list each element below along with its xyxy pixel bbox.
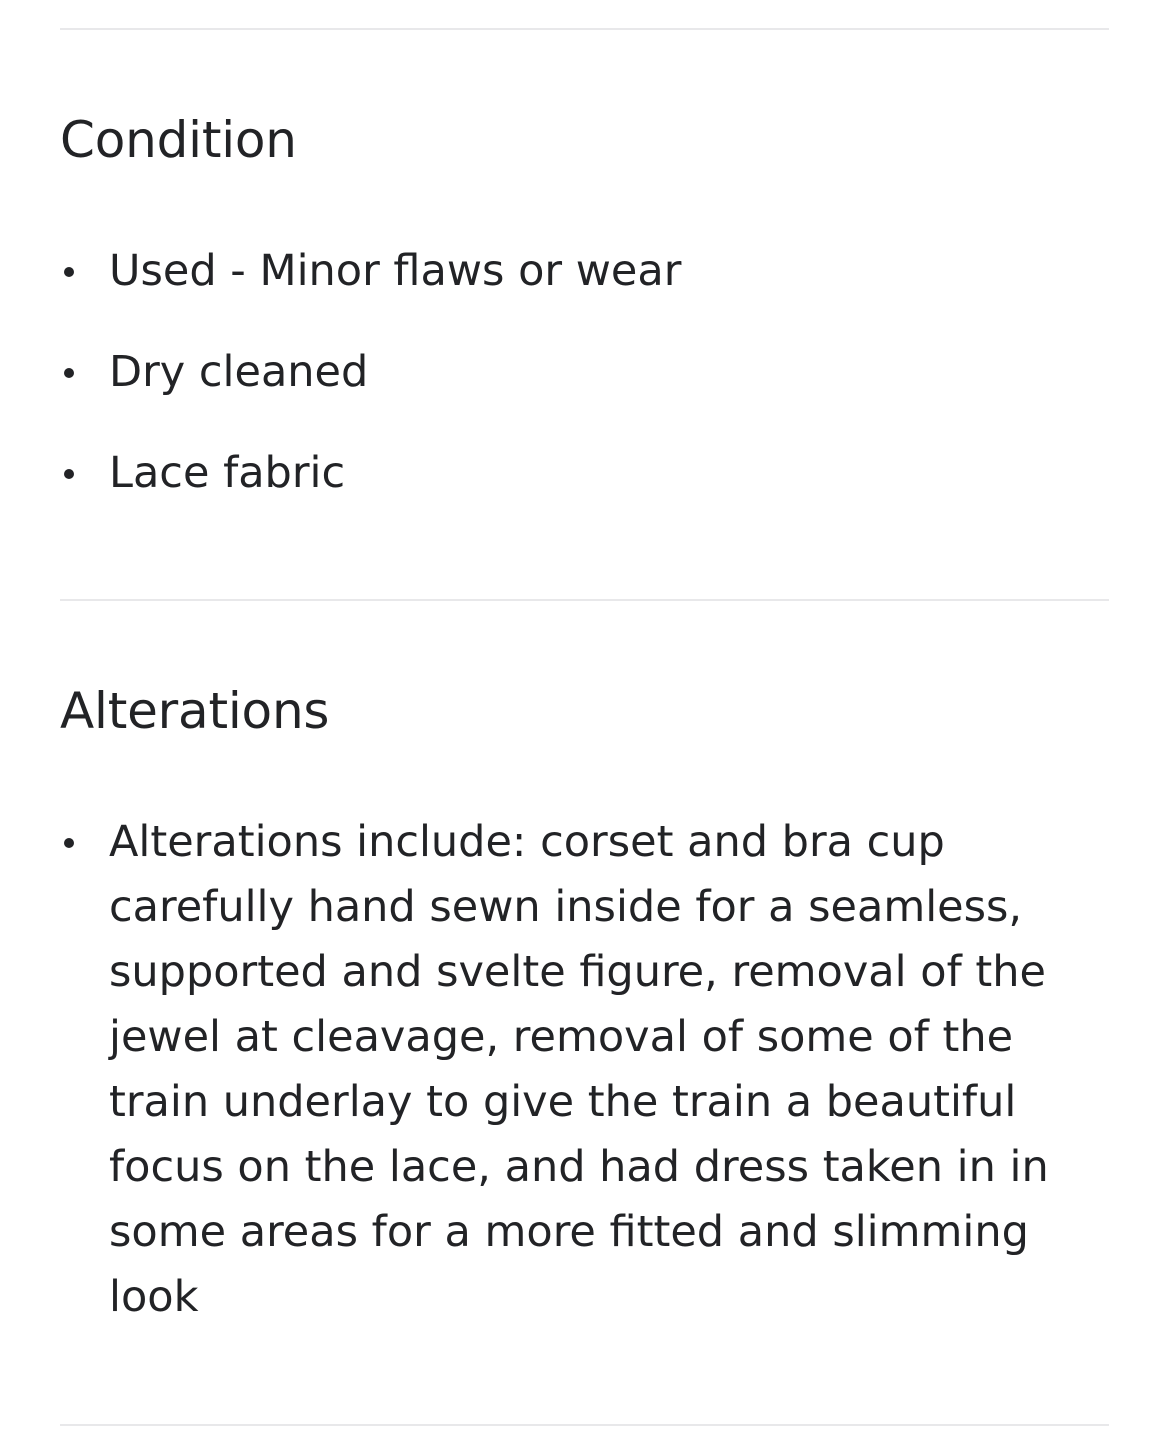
condition-list: [60, 239, 1110, 506]
list-item: Lace fabric: [60, 441, 1110, 506]
section-divider: [60, 599, 1109, 601]
list-item: Dry cleaned: [60, 340, 1110, 405]
top-divider: [60, 28, 1109, 30]
alterations-list: [60, 810, 1110, 1330]
alterations-heading: Alterations: [60, 682, 330, 740]
bottom-divider: [60, 1424, 1109, 1426]
list-item: Used - Minor flaws or wear: [60, 239, 1110, 304]
condition-heading: Condition: [60, 111, 297, 169]
list-item: Alterations include: corset and bra cup carefully hand sewn inside for a seamless, supported and svelte figure, removal of the jewel at cleavage, removal of some of the train underlay to give the train a beautiful focus on the lace, and had dress taken in in some areas for a more fitted and slimming look: [60, 810, 1110, 1330]
